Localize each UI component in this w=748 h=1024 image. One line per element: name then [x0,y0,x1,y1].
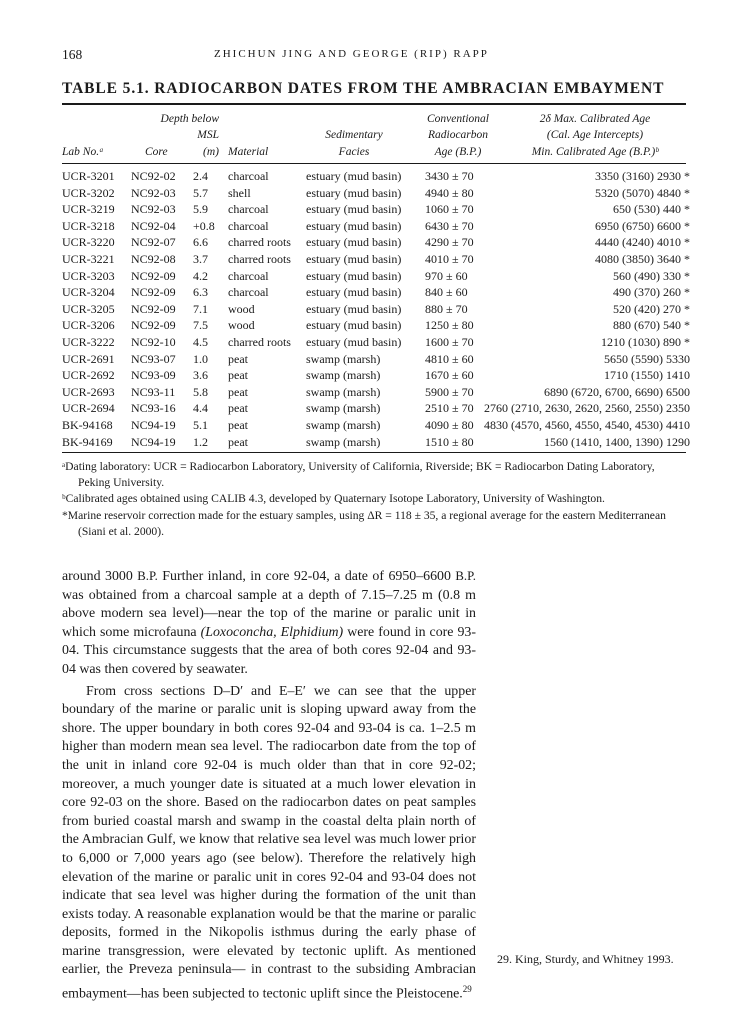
facies-cell: estuary (mud basin) [306,169,402,183]
calibrated-age-cell: 1210 (1030) 890 * [601,335,690,349]
conventional-age-cell: 1600 ± 70 [425,335,474,349]
material-cell: peat [228,401,248,416]
core-cell: NC94-19 [131,434,176,449]
material-cell: charcoal [228,169,269,183]
lab-no-cell: UCR-2693 [62,384,115,399]
table-row [0,317,748,333]
core-cell: NC92-07 [131,235,176,250]
lab-no-cell: UCR-3204 [62,285,115,300]
facies-cell: estuary (mud basin) [306,268,402,283]
conventional-age-cell: 6430 ± 70 [425,218,474,233]
facies-cell: estuary (mud basin) [306,335,402,349]
material-cell: peat [228,351,248,366]
lab-no-cell: UCR-3202 [62,185,115,200]
depth-cell: 2.4 [193,169,208,183]
conventional-age-cell: 1060 ± 70 [425,202,474,217]
lab-no-cell: BK-94168 [62,418,113,432]
header-conv-line3: Age (B.P.) [434,146,482,158]
sidenote: 29. King, Sturdy, and Whitney 1993. [497,952,674,966]
lab-no-cell: BK-94169 [62,434,113,449]
table-note-c-line2: (Siani et al. 2000). [78,525,164,538]
table-row [0,384,748,400]
facies-cell: swamp (marsh) [306,368,381,383]
depth-cell: 5.9 [193,202,208,217]
running-title: ZHICHUN JING AND GEORGE (RIP) RAPP [214,48,489,60]
calibrated-age-cell: 6890 (6720, 6700, 6690) 6500 [544,384,690,399]
lab-no-cell: UCR-3221 [62,252,115,266]
header-depth-line1: Depth below [160,113,219,125]
core-cell: NC92-09 [131,285,176,300]
page-number: 168 [62,47,83,62]
calibrated-age-cell: 3350 (3160) 2930 * [595,169,690,183]
material-cell: charcoal [228,285,269,300]
material-cell: shell [228,185,251,200]
facies-cell: swamp (marsh) [306,418,381,432]
core-cell: NC92-08 [131,252,176,266]
depth-cell: 5.1 [193,418,208,432]
table-row [0,185,748,201]
lab-no-cell: UCR-3222 [62,335,115,349]
depth-cell: 7.1 [193,301,208,316]
facies-cell: swamp (marsh) [306,384,381,399]
calibrated-age-cell: 1560 (1410, 1400, 1390) 1290 [544,434,690,449]
core-cell: NC94-19 [131,418,176,432]
lab-no-cell: UCR-3201 [62,169,115,183]
depth-cell: 7.5 [193,318,208,333]
core-cell: NC92-04 [131,218,176,233]
header-cal-line2: (Cal. Age Intercepts) [546,129,644,141]
depth-cell: 5.8 [193,384,208,399]
calibrated-age-cell: 4830 (4570, 4560, 4550, 4540, 4530) 4410 [484,418,690,432]
conventional-age-cell: 840 ± 60 [425,285,468,300]
header-conv-line1: Conventional [427,113,489,125]
conventional-age-cell: 4290 ± 70 [425,235,474,250]
table-bottom-rule [62,452,686,453]
conventional-age-cell: 1510 ± 80 [425,434,474,449]
material-cell: peat [228,418,248,432]
material-cell: peat [228,434,248,449]
core-cell: NC93-07 [131,351,176,366]
calibrated-age-cell: 650 (530) 440 * [613,202,690,217]
depth-cell: 1.2 [193,434,208,449]
table-row [0,301,748,317]
depth-cell: 1.0 [193,351,208,366]
table-note-a-line2: Peking University. [78,476,165,489]
table-row [0,234,748,250]
header-cal-line3: Min. Calibrated Age (B.P.)ᵇ [531,146,659,158]
lab-no-cell: UCR-2692 [62,368,115,383]
core-cell: NC93-11 [131,384,176,399]
calibrated-age-cell: 4440 (4240) 4010 * [595,235,690,250]
table-row [0,284,748,300]
header-conv-line2: Radiocarbon [427,129,489,141]
material-cell: charred roots [228,252,291,266]
facies-cell: estuary (mud basin) [306,301,402,316]
header-depth-line3: (m) [203,146,219,158]
material-cell: peat [228,384,248,399]
core-cell: NC92-03 [131,185,176,200]
conventional-age-cell: 970 ± 60 [425,268,468,283]
conventional-age-cell: 4940 ± 80 [425,185,474,200]
lab-no-cell: UCR-3219 [62,202,115,217]
calibrated-age-cell: 5650 (5590) 5330 [604,351,690,366]
table-row [0,251,748,267]
footnote-ref-29[interactable]: 29 [462,984,472,995]
calibrated-age-cell: 1710 (1550) 1410 [604,368,690,383]
depth-cell: 5.7 [193,185,208,200]
header-material: Material [228,146,269,158]
table-row [0,201,748,217]
header-core: Core [145,146,168,158]
core-cell: NC92-10 [131,335,176,349]
table-header-rule [62,163,686,164]
depth-cell: 3.7 [193,252,208,266]
calibrated-age-cell: 560 (490) 330 * [613,268,690,283]
header-facies-line1: Sedimentary [325,129,383,141]
table-row [0,268,748,284]
facies-cell: swamp (marsh) [306,434,381,449]
lab-no-cell: UCR-3203 [62,268,115,283]
table-top-rule [62,103,686,105]
conventional-age-cell: 880 ± 70 [425,301,468,316]
table-row [0,400,748,416]
facies-cell: estuary (mud basin) [306,318,402,333]
facies-cell: estuary (mud basin) [306,285,402,300]
facies-cell: estuary (mud basin) [306,252,402,266]
conventional-age-cell: 4090 ± 80 [425,418,474,432]
table-note-a [62,459,690,491]
lab-no-cell: UCR-3206 [62,318,115,333]
material-cell: wood [228,318,255,333]
table-note-b-line1: ᵇCalibrated ages obtained using CALIB 4.3, developed by Quaternary Isotope Laboratory, University of Washington. [62,492,605,505]
conventional-age-cell: 3430 ± 70 [425,169,474,183]
depth-cell: 6.3 [193,285,208,300]
lab-no-cell: UCR-3218 [62,218,115,233]
material-cell: charred roots [228,335,291,349]
material-cell: charcoal [228,202,269,217]
table-row [0,434,748,450]
core-cell: NC92-09 [131,318,176,333]
header-lab-no: Lab No.ᵃ [62,146,104,158]
depth-cell: +0.8 [193,218,215,233]
material-cell: wood [228,301,255,316]
facies-cell: estuary (mud basin) [306,202,402,217]
depth-cell: 4.2 [193,268,208,283]
table-note-c [62,508,690,540]
table-row [0,168,748,184]
paragraph: around 3000 B.P. Further inland, in core 92-04, a date of 6950–6600 B.P. was obtained from a charcoal sample at a depth of 7.15–7.25 m (0.8 m above modern sea level)—near the top of the marine or paralic unit in which some microfauna (Loxoconcha, Elphidium) were found in core 93-04. This circumstance suggests that the area of both cores 92-04 and 93-04 was then covered by seawater. [62,569,477,677]
material-cell: peat [228,368,248,383]
facies-cell: estuary (mud basin) [306,218,402,233]
table-row [0,367,748,383]
material-cell: charcoal [228,268,269,283]
calibrated-age-cell: 4080 (3850) 3640 * [595,252,690,266]
lab-no-cell: UCR-2691 [62,351,115,366]
table-note-b [62,491,690,507]
calibrated-age-cell: 2760 (2710, 2630, 2620, 2560, 2550) 2350 [484,401,690,416]
facies-cell: estuary (mud basin) [306,235,402,250]
table-row [0,351,748,367]
table-row [0,218,748,234]
core-cell: NC92-02 [131,169,176,183]
header-facies-line2: Facies [338,146,370,158]
calibrated-age-cell: 520 (420) 270 * [613,301,690,316]
lab-no-cell: UCR-3205 [62,301,115,316]
conventional-age-cell: 5900 ± 70 [425,384,474,399]
core-cell: NC93-16 [131,401,176,416]
depth-cell: 4.4 [193,401,208,416]
table-row [0,417,748,433]
core-cell: NC93-09 [131,368,176,383]
calibrated-age-cell: 5320 (5070) 4840 * [595,185,690,200]
conventional-age-cell: 4810 ± 60 [425,351,474,366]
core-cell: NC92-03 [131,202,176,217]
calibrated-age-cell: 880 (670) 540 * [613,318,690,333]
calibrated-age-cell: 6950 (6750) 6600 * [595,218,690,233]
depth-cell: 6.6 [193,235,208,250]
depth-cell: 3.6 [193,368,208,383]
material-cell: charred roots [228,235,291,250]
facies-cell: estuary (mud basin) [306,185,402,200]
facies-cell: swamp (marsh) [306,351,381,366]
facies-cell: swamp (marsh) [306,401,381,416]
table-note-a-line1: ᵃDating laboratory: UCR = Radiocarbon Laboratory, University of California, Riverside; BK = Radiocarbon Dating Laboratory, [62,460,655,473]
paragraph: From cross sections D–D′ and E–E′ we can see that the upper boundary of the marine or paralic unit is sloping upward away from the shore. The upper boundary in both cores 92-04 and 93-04 is ca. 1–2.5 m higher than modern mean sea level. The radiocarbon date from the top of the unit in inland core 92-04 is much older than that in core 92-02; moreover, a much younger date is situated at a much lower elevation in core 92-03 on the shore. Based on the radiocarbon dates on peat samples from buried coastal marsh and swamp in the coastal delta plain north of the Ambracian Gulf, we know that relative sea level was much lower prior to 6,000 or 7,000 years ago (see below). Therefore the relatively high elevation of the marine or paralic unit in cores 92-04 and 93-04 does not indicate that sea level was higher during the formation of the unit than exists today. A reasonable explanation would be that the marine or paralic deposits, formed in the Nikopolis isthmus during the early phase of marine transgression, were elevated by tectonic uplift. As mentioned earlier, the Preveza peninsula— in contrast to the subsiding Ambracian embayment—has been subjected to tectonic uplift since the Pleistocene.$^{29}$ [62,683,476,1002]
conventional-age-cell: 2510 ± 70 [425,401,474,416]
calibrated-age-cell: 490 (370) 260 * [613,285,690,300]
depth-cell: 4.5 [193,335,208,349]
core-cell: NC92-09 [131,301,176,316]
table-note-c-line1: *Marine reservoir correction made for the estuary samples, using ΔR = 118 ± 35, a regional average for the eastern Mediterranean [62,509,666,522]
conventional-age-cell: 4010 ± 70 [425,252,474,266]
material-cell: charcoal [228,218,269,233]
conventional-age-cell: 1670 ± 60 [425,368,474,383]
table-row [0,334,748,350]
conventional-age-cell: 1250 ± 80 [425,318,474,333]
table-title: TABLE 5.1. RADIOCARBON DATES FROM THE AMBRACIAN EMBAYMENT [62,80,665,97]
lab-no-cell: UCR-3220 [62,235,115,250]
header-cal-line1: 2δ Max. Calibrated Age [539,113,651,125]
lab-no-cell: UCR-2694 [62,401,115,416]
body-text [62,567,476,1004]
core-cell: NC92-09 [131,268,176,283]
header-depth-line2: MSL [197,129,219,141]
